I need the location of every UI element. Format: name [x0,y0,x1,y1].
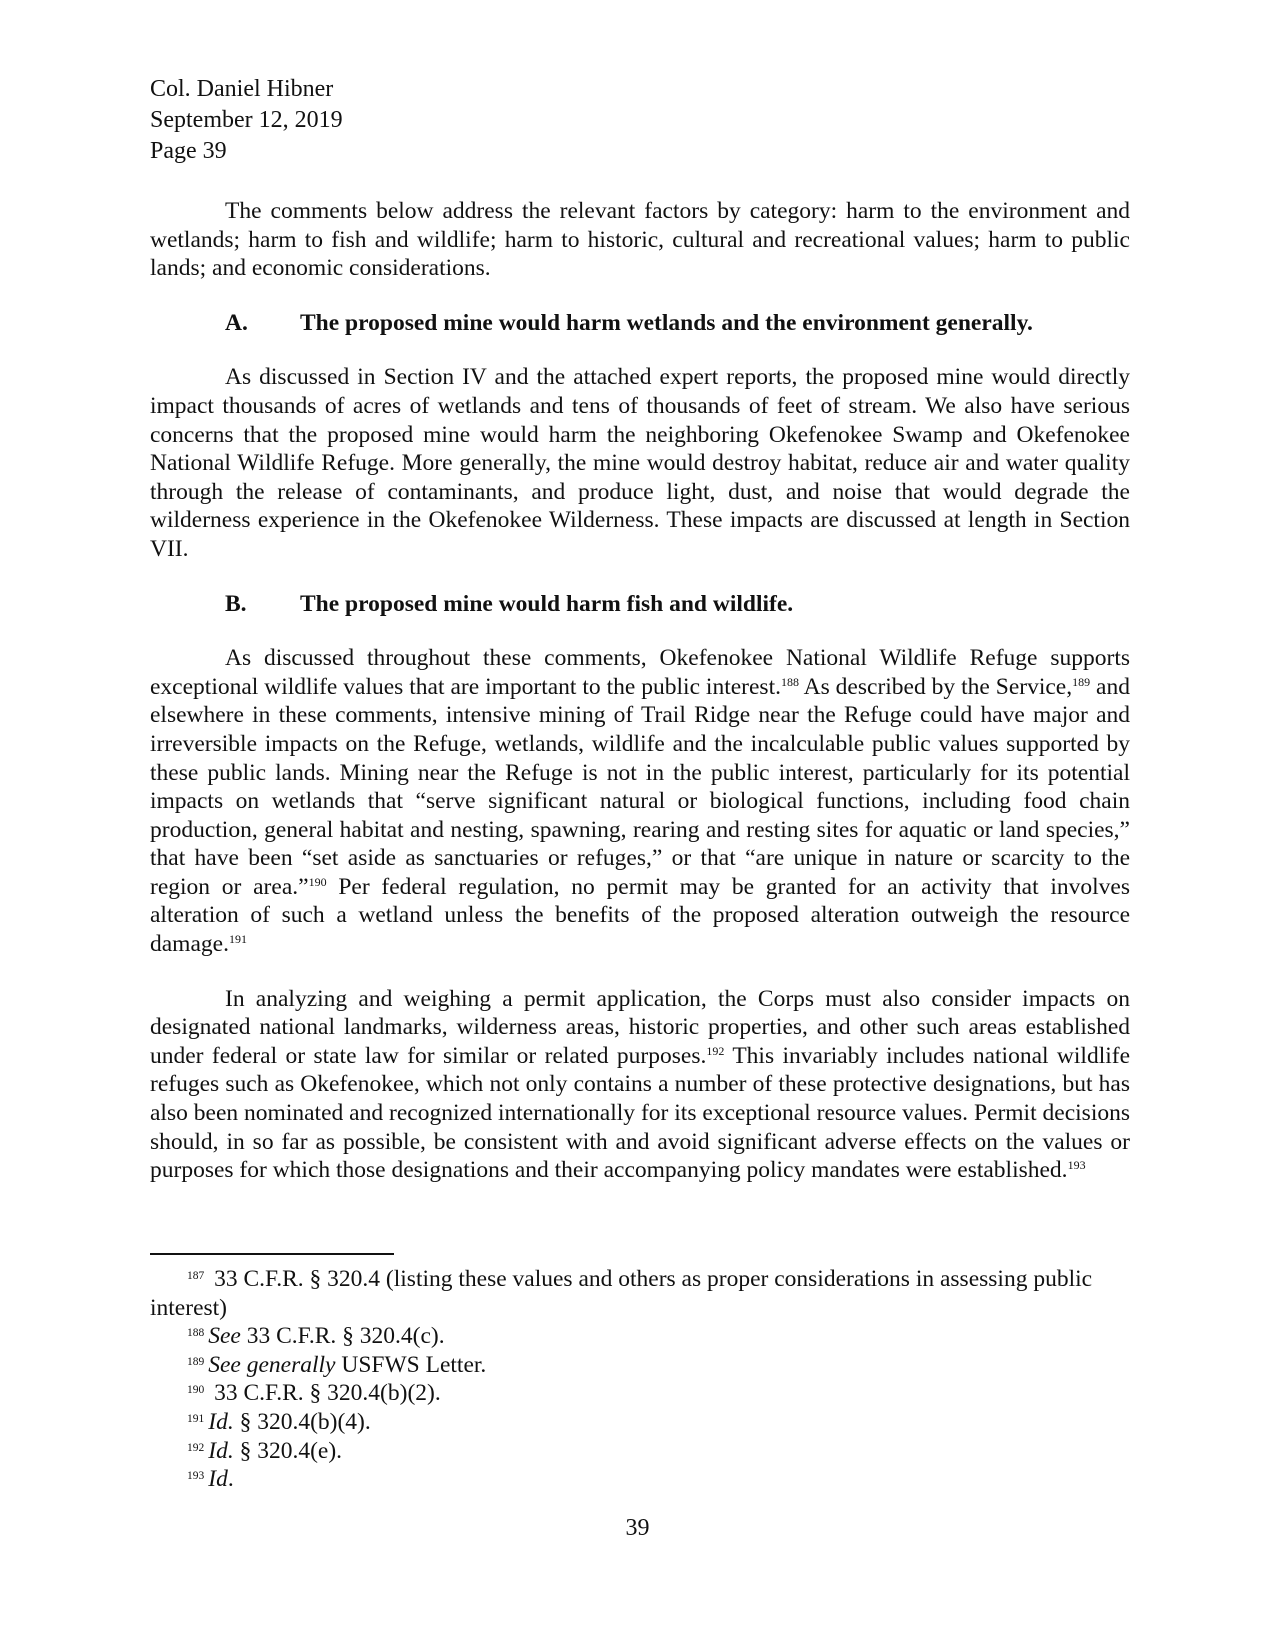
footnote-text: § 320.4(e). [233,1437,343,1464]
section-b-paragraph-2 [150,985,1130,1185]
document-body [150,197,1130,1185]
text-run: As discussed throughout these comments, Okefenokee National Wildlife Refuge supports exceptional wildlife values that are important to the public interest. [150,645,1130,700]
section-a-heading [150,309,1130,338]
footnote-ref-191[interactable]: 191 [228,932,247,947]
footnote-188 [150,1322,1130,1351]
footnote-number: 193 [187,1470,205,1483]
section-b-heading [150,590,1130,619]
footnote-signal: See generally [208,1351,336,1378]
section-a-title: The proposed mine would harm wetlands and the environment generally. [300,309,1033,336]
text-run: and elsewhere in these comments, intensive mining of Trail Ridge near the Refuge could have major and irreversible impacts on the Refuge, wetlands, wildlife and the incalculable public values supported by these public lands. Mining near the Refuge is not in the public interest, particularly for its potential impacts on wetlands that “serve significant natural or biological functions, including food chain production, general habitat and nesting, spawning, rearing and resting sites for aquatic or land species,” that have been “set aside as sanctuaries or refuges,” or that “are unique in nature or scarcity to the region or area.” [150,673,1130,900]
footnote-187 [150,1265,1130,1322]
section-b-title: The proposed mine would harm fish and wildlife. [300,590,794,617]
footnote-ref-189[interactable]: 189 [1072,674,1091,689]
footnote-separator [150,1253,394,1255]
text-run: Per federal regulation, no permit may be granted for an activity that involves alteration of such a wetland unless the benefits of the proposed alteration outweigh the resource damage. [150,873,1130,958]
footnote-number: 188 [187,1327,205,1340]
footnote-193 [150,1465,1130,1494]
letter-header [150,74,343,167]
footnote-number: 189 [187,1355,205,1368]
footnote-number: 190 [187,1384,205,1397]
footnote-ref-192[interactable]: 192 [706,1043,725,1058]
text-run: This invariably includes national wildlife refuges such as Okefenokee, which not only contains a number of these protective designations, but has also been nominated and recognized internationally for its exceptional resource values. Permit decisions should, in so far as possible, be consistent with and avoid significant adverse effects on the values or purposes for which those designations and their accompanying policy mandates were established. [150,1042,1131,1184]
footnote-192 [150,1437,1130,1466]
footnote-text: . [227,1466,234,1493]
section-a-letter: A. [225,309,248,336]
footnote-signal: Id [208,1466,228,1493]
footnote-ref-193[interactable]: 193 [1067,1158,1086,1173]
footnote-189 [150,1351,1130,1380]
page-number: 39 [625,1515,650,1541]
recipient-name: Col. Daniel Hibner [150,76,334,102]
footnote-ref-188[interactable]: 188 [780,674,799,689]
footnote-text: USFWS Letter. [335,1351,487,1378]
footnote-signal: Id. [208,1437,234,1464]
text-run: As described by the Service, [798,673,1073,700]
footnote-text: 33 C.F.R. § 320.4(b)(2). [208,1380,441,1407]
footnote-text: 33 C.F.R. § 320.4(c). [240,1323,445,1350]
section-b-letter: B. [225,590,247,617]
footnote-signal: See [208,1323,241,1350]
footnote-text: 33 C.F.R. § 320.4 (listing these values and others as proper considerations in assessing public interest) [150,1266,1093,1321]
letter-date: September 12, 2019 [150,107,343,133]
intro-paragraph: The comments below address the relevant factors by category: harm to the environment and wetlands; harm to fish and wildlife; harm to historic, cultural and recreational values; harm to public lands; and economic considerations. [150,198,1130,282]
footnote-191 [150,1408,1130,1437]
footnotes [150,1265,1130,1494]
header-page-label: Page 39 [150,138,227,164]
section-a-paragraph: As discussed in Section IV and the attached expert reports, the proposed mine would directly impact thousands of acres of wetlands and tens of thousands of feet of stream. We also have serious concerns that the proposed mine would harm the neighboring Okefenokee Swamp and Okefenokee National Wildlife Refuge. More generally, the mine would destroy habitat, reduce air and water quality through the release of contaminants, and produce light, dust, and noise that would degrade the wilderness experience in the Okefenokee Wilderness. These impacts are discussed at length in Section VII. [150,364,1130,562]
footnote-number: 191 [187,1412,205,1425]
footnote-number: 192 [187,1441,205,1454]
footnote-number: 187 [187,1270,205,1282]
footnote-190 [150,1379,1130,1408]
text-run: In analyzing and weighing a permit application, the Corps must also consider impacts on designated national landmarks, wilderness areas, historic properties, and other such areas established under federal or state law for similar or related purposes. [150,985,1130,1069]
footnote-text: § 320.4(b)(4). [233,1408,371,1435]
footnote-signal: Id. [208,1408,234,1435]
footnote-ref-190[interactable]: 190 [308,874,327,889]
section-b-paragraph-1 [150,644,1130,959]
